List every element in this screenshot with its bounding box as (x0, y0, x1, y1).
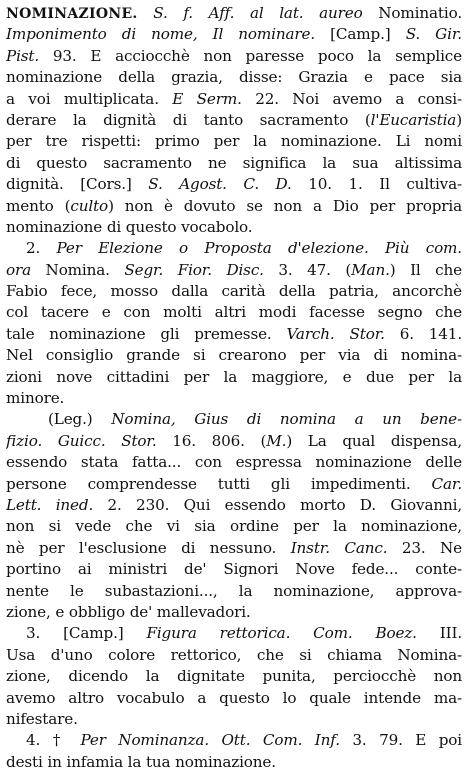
text-run: [Camp.] (315, 25, 406, 44)
text-run: 4. † (26, 731, 81, 750)
text-line (6, 260, 462, 281)
italic-text: M. (266, 431, 287, 450)
text-run: ) Il che (389, 260, 462, 279)
text-line (6, 559, 462, 580)
italic-text: E Serm. (172, 89, 242, 108)
italic-text: Man. (351, 260, 390, 279)
text-run: 3. 47. ( (263, 260, 352, 279)
italic-text: culto (70, 196, 109, 215)
text-run: avemo altro vocabulo a questo lo quale intende ma- (6, 688, 462, 707)
text-run: desti in infamia la tua nominazione. (6, 752, 276, 771)
text-run: nominazione di questo vocabolo. (6, 217, 253, 236)
text-run: 22. Noi avemo a consi- (241, 89, 462, 108)
text-run: di questo sacramento ne significa la sua altissima (6, 153, 462, 172)
text-run: Usa d'uno colore rettorico, che si chiama Nomina- (6, 645, 462, 664)
italic-text: Instr. Canc. (290, 538, 388, 557)
text-line (6, 367, 462, 388)
italic-text: S. Agost. C. D. (148, 175, 292, 194)
text-run: essendo stata fatta... con espressa nominazione delle (6, 453, 462, 472)
text-run: 16. 806. ( (156, 431, 267, 450)
italic-text: Pist. (6, 46, 40, 65)
text-run: dignità. [Cors.] (6, 175, 149, 194)
italic-text: fizio. Guicc. Stor. (6, 431, 157, 450)
text-run: nente le subastazioni..., la nominazione, approva- (6, 581, 462, 600)
text-line (6, 581, 462, 602)
text-run: 10. 1. Il cultiva- (291, 175, 462, 194)
italic-text: Per Nominanza. Ott. Com. Inf. (80, 731, 340, 750)
text-line (6, 24, 462, 45)
text-run: 3. 79. E poi (339, 731, 462, 750)
text-run: mento ( (6, 196, 71, 215)
text-run: 6. 141. (384, 324, 462, 343)
text-line (6, 46, 462, 67)
text-run: ) (456, 110, 462, 129)
text-line (6, 709, 462, 730)
text-run: ) La qual dispensa, (286, 431, 462, 450)
text-line (6, 153, 462, 174)
text-line (6, 431, 462, 452)
text-run: Nomina. (31, 260, 125, 279)
text-line (6, 730, 462, 751)
text-run: 2. (26, 239, 57, 258)
text-run: nè per l'esclusione di nessuno. (6, 538, 291, 557)
text-line (6, 196, 462, 217)
text-line (6, 666, 462, 687)
text-run: minore. (6, 389, 65, 408)
text-line (6, 89, 462, 110)
text-line (6, 516, 462, 537)
text-line (6, 752, 462, 773)
text-line (6, 345, 462, 366)
italic-text: l'Eucaristia (370, 110, 457, 129)
text-line (6, 645, 462, 666)
text-run: derare la dignità di tanto sacramento ( (6, 110, 371, 129)
italic-text: ora (6, 260, 32, 279)
text-line (6, 217, 462, 238)
text-line (6, 324, 462, 345)
italic-text: S. f. Aff. al lat. aureo (153, 4, 363, 22)
text-run: per tre rispetti: primo per la nominazione. Li nomi (6, 132, 462, 151)
text-run: zioni nove cittadini per la maggiore, e due per la (6, 367, 462, 386)
italic-text: Per Elezione o Proposta d'elezione. Più com. (56, 239, 462, 258)
text-line (6, 409, 462, 430)
text-line (6, 67, 462, 88)
text-run (138, 4, 154, 22)
text-line (6, 474, 462, 495)
text-line (6, 688, 462, 709)
text-run: 2. 230. Qui essendo morto D. Giovanni, (93, 495, 462, 514)
text-run: 93. E acciocchè non paresse poco la semplice (39, 46, 462, 65)
text-run: 3. [Camp.] (26, 624, 147, 643)
text-line (6, 495, 462, 516)
text-run: 23. Ne (387, 538, 462, 557)
italic-text: Segr. Fior. Disc. (124, 260, 264, 279)
text-run: zione, dicendo la dignitate punita, perciocchè non (6, 667, 462, 686)
text-line (6, 238, 462, 259)
italic-text: Imponimento di nome, Il nominare. (6, 25, 316, 44)
text-run: (Leg.) (48, 410, 112, 429)
text-line (6, 281, 462, 302)
text-run: a voi multiplicata. (6, 89, 173, 108)
text-run: Nel consiglio grande si crearono per via di nomina- (6, 346, 462, 365)
italic-text: Figura rettorica. Com. Boez. (146, 624, 417, 643)
text-line (6, 452, 462, 473)
text-run: nifestare. (6, 709, 78, 728)
text-run: nominazione della grazia, disse: Grazia e pace sia (6, 68, 462, 87)
text-line (6, 388, 462, 409)
text-run: Nominatio. (362, 4, 462, 22)
text-line (6, 538, 462, 559)
text-run: Fabio fece, mosso dalla carità della patria, ancorchè (6, 282, 462, 301)
italic-text: Nomina, Gius di nomina a un bene- (111, 410, 462, 429)
text-run: tale nominazione gli premesse. (6, 324, 287, 343)
italic-text: Lett. ined. (6, 495, 94, 514)
text-line (6, 302, 462, 323)
text-line (6, 131, 462, 152)
text-line (6, 110, 462, 131)
text-line (6, 3, 462, 24)
italic-text: Varch. Stor. (286, 324, 385, 343)
text-run: zione, e obbligo de' mallevadori. (6, 602, 251, 621)
text-run: ) non è dovuto se non a Dio per propria (108, 196, 462, 215)
text-line (6, 174, 462, 195)
italic-text: S. Gir. (405, 25, 462, 44)
italic-text: Car. (431, 474, 462, 493)
text-run: III. (416, 624, 462, 643)
text-line (6, 623, 462, 644)
headword: NOMINAZIONE. (6, 6, 138, 22)
text-line (6, 602, 462, 623)
text-run: persone comprendesse tutti gli impedimenti. (6, 474, 432, 493)
text-run: portino ai ministri de' Signori Nove fede... conte- (6, 560, 462, 579)
text-run: col tacere e con molti altri modi facesse segno che (6, 303, 462, 322)
text-run: non si vede che vi sia ordine per la nominazione, (6, 517, 462, 536)
